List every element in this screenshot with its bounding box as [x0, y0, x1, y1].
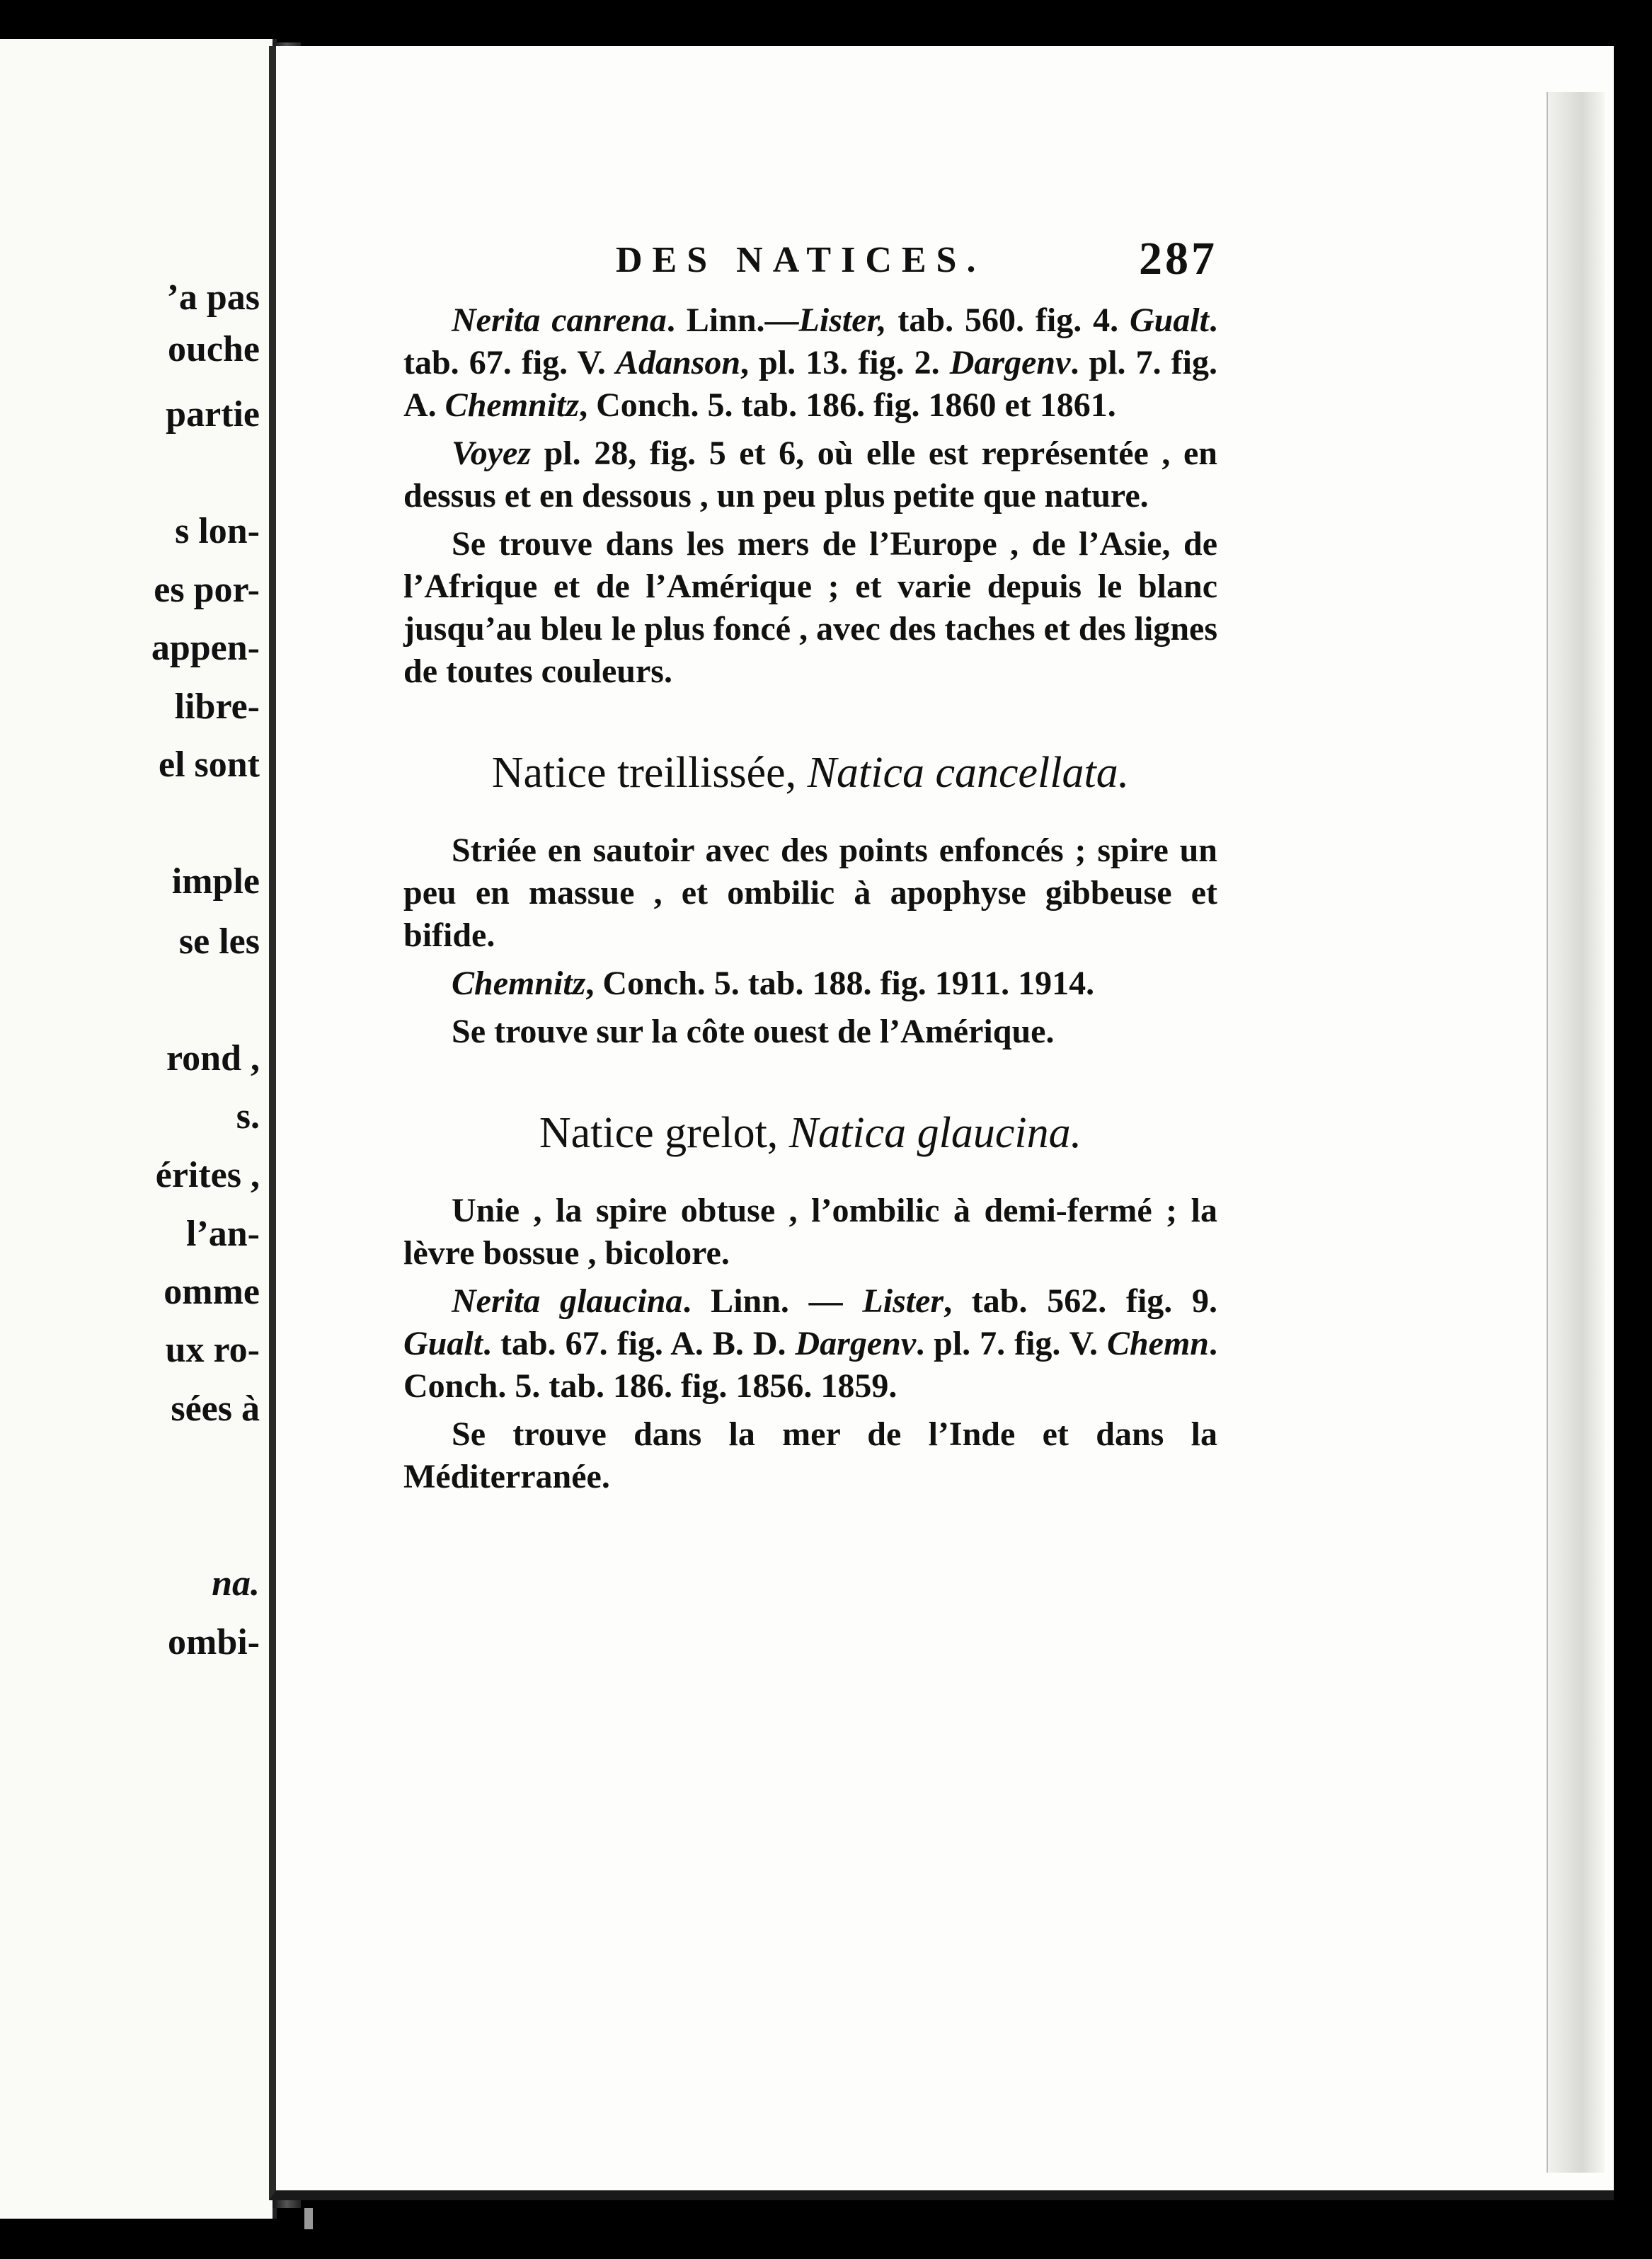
text-run: , Conch. 5. tab. 186. fig. 1860 et 1861.: [579, 386, 1116, 424]
habitat-paragraph: Se trouve dans les mers de l’Europe , de l’Asie, de l’Afrique et de l’Amérique ; et varie depuis le blanc jusqu’au bleu le plus foncé , avec des taches et des lignes de toutes couleurs.: [403, 525, 1217, 690]
left-page-line: appen-: [151, 628, 260, 668]
text-run: , tab. 562. fig. 9.: [943, 1282, 1218, 1320]
species-common-name: Natice grelot,: [539, 1109, 779, 1157]
habitat-paragraph: Se trouve sur la côte ouest de l’Amérique.: [452, 1013, 1055, 1050]
text-run: . Conch. 5. tab. 186. fig. 1856. 1859.: [403, 1325, 1217, 1405]
italic-run: Gualt: [403, 1325, 483, 1362]
running-head: [403, 232, 1217, 299]
italic-run: Lister,: [798, 301, 887, 339]
text-run: . Linn. —: [682, 1282, 863, 1320]
synonymy-paragraph: [403, 962, 1217, 1005]
text-run: , pl. 13. fig. 2.: [740, 344, 950, 381]
left-page-line: rond ,: [166, 1038, 260, 1079]
synonymy-paragraph: [403, 1280, 1217, 1408]
text-run: . tab. 67. fig. V.: [403, 301, 1218, 381]
italic-run: Adanson: [615, 344, 741, 381]
text-run: . pl. 7. fig. V.: [916, 1325, 1107, 1362]
text-run: , Conch. 5. tab. 188. fig. 1911. 1914.: [585, 965, 1095, 1002]
species-heading: [403, 1108, 1217, 1159]
italic-run: Chemnitz: [452, 965, 586, 1002]
left-page-line: na.: [212, 1563, 260, 1604]
left-page-line: s lon-: [175, 511, 260, 551]
text-run: tab. 560. fig. 4.: [886, 301, 1130, 339]
left-page-line: se les: [178, 921, 260, 962]
italic-run: Nerita canrena: [452, 301, 667, 339]
species-latin-name: Natica cancellata.: [807, 749, 1130, 797]
left-page-line: partie: [166, 394, 260, 435]
italic-run: Gualt: [1129, 301, 1210, 339]
description-paragraph: Unie , la spire obtuse , l’ombilic à demi-fermé ; la lèvre bossue , bicolore.: [403, 1192, 1217, 1272]
left-page-line: libre-: [174, 686, 260, 727]
species-heading: [403, 748, 1217, 798]
italic-run: Chemn: [1106, 1325, 1209, 1362]
page-number: 287: [1139, 233, 1217, 284]
text-run: . Linn.—: [666, 301, 799, 339]
left-page: [0, 39, 277, 2219]
left-page-line: ux ro-: [165, 1330, 260, 1370]
scan-artifact: [304, 2208, 313, 2229]
page-text: [403, 232, 1217, 1498]
text-run: . tab. 67. fig. A. B. D.: [483, 1325, 796, 1362]
habitat-paragraph: Se trouve dans la mer de l’Inde et dans la Méditerranée.: [403, 1415, 1217, 1495]
text-run: . pl. 7. fig. A.: [403, 344, 1218, 424]
italic-run: Dargenv: [795, 1325, 917, 1362]
italic-run: Nerita glaucina: [452, 1282, 683, 1320]
italic-run: Dargenv: [949, 344, 1071, 381]
left-page-line: ombi-: [168, 1622, 260, 1662]
species-latin-name: Natica glaucina.: [788, 1109, 1082, 1157]
italic-run: Voyez: [452, 435, 531, 472]
italic-run: Chemnitz: [444, 386, 580, 424]
left-page-line: omme: [164, 1272, 260, 1312]
text-run: pl. 28, fig. 5 et 6, où elle est représentée , en dessus et en dessous , un peu plus petite que nature.: [403, 435, 1217, 515]
running-title: DES NATICES.: [616, 240, 986, 280]
left-page-line: l’an-: [186, 1214, 260, 1254]
species-common-name: Natice treillissée,: [491, 749, 797, 797]
page-edge: [1547, 92, 1605, 2173]
left-page-line: ’a pas: [166, 277, 260, 318]
figure-reference-paragraph: [403, 432, 1217, 517]
left-page-line: s.: [236, 1096, 260, 1137]
left-page-line: imple: [171, 861, 260, 902]
description-paragraph: Striée en sautoir avec des points enfoncés ; spire un peu en massue , et ombilic à apophyse gibbeuse et bifide.: [403, 832, 1217, 954]
left-page-line: sées à: [171, 1389, 260, 1429]
left-page-line: érites ,: [155, 1155, 260, 1195]
left-page-line: ouche: [168, 329, 260, 369]
left-page-line: el sont: [159, 745, 260, 785]
left-page-line: es por-: [154, 570, 260, 610]
synonymy-paragraph: [403, 299, 1217, 427]
italic-run: Lister: [862, 1282, 944, 1320]
